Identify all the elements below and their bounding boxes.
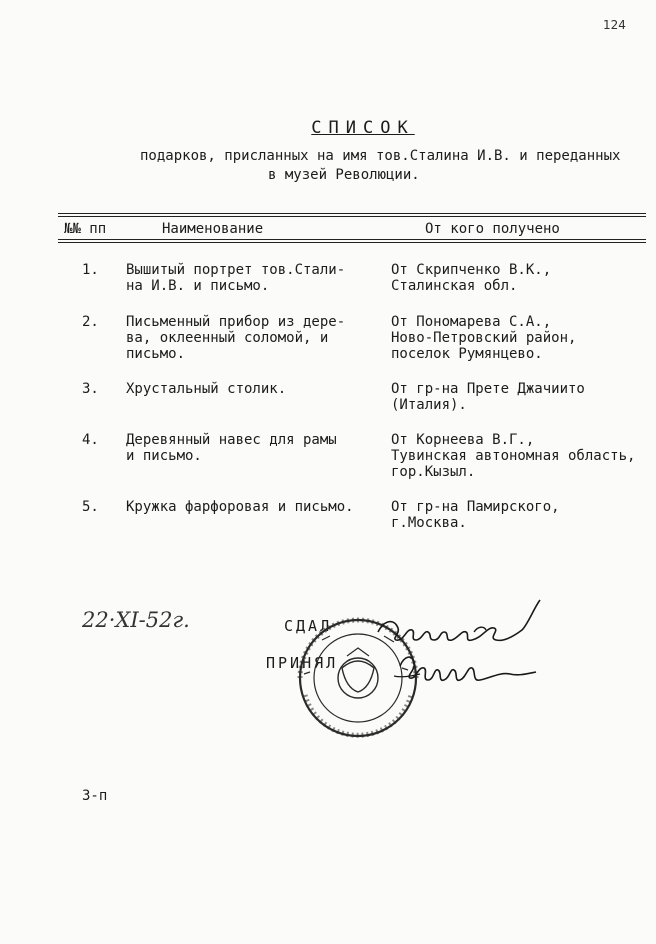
row-2-from-line-2: Ново-Петровский район, [391, 330, 577, 346]
row-4-name-line-2: и письмо. [126, 448, 202, 464]
row-2-from-line-3: поселок Румянцево. [391, 346, 543, 362]
row-3-from-line-1: От гр-на Прете Джачиито [391, 381, 585, 397]
row-5-name-line-1: Кружка фарфоровая и письмо. [126, 499, 354, 515]
row-2-from-line-1: От Пономарева С.А., [391, 314, 552, 330]
row-4-from-line-2: Тувинская автономная область, [391, 448, 636, 464]
row-4-from-line-1: От Корнеева В.Г., [391, 432, 535, 448]
signature-received [400, 657, 536, 680]
header-number: №№ пп [64, 221, 107, 237]
row-1-number: 1. [82, 262, 99, 278]
row-5-number: 5. [82, 499, 99, 515]
row-3-number: 3. [82, 381, 99, 397]
footer-code: 3-п [82, 788, 108, 804]
row-1-from-line-2: Сталинская обл. [391, 278, 518, 294]
row-2-number: 2. [82, 314, 99, 330]
header-from: От кого получено [425, 221, 560, 237]
subtitle-line-2: в музей Революции. [268, 167, 420, 183]
title-text: СПИСОК [311, 118, 415, 138]
row-3-from-line-2: (Италия). [391, 397, 467, 413]
header-name: Наименование [162, 221, 264, 237]
row-4-from-line-3: гор.Кызыл. [391, 464, 476, 480]
received-label: ПРИНЯЛ [266, 654, 339, 672]
row-2-name-line-2: ва, оклеенный соломой, и [126, 330, 329, 346]
signature-handed [378, 600, 540, 640]
row-5-from-line-2: г.Москва. [391, 515, 467, 531]
row-4-number: 4. [82, 432, 99, 448]
row-5-from-line-1: От гр-на Памирского, [391, 499, 560, 515]
row-1-name-line-2: на И.В. и письмо. [126, 278, 270, 294]
row-3-name-line-1: Хрустальный столик. [126, 381, 287, 397]
row-4-name-line-1: Деревянный навес для рамы [126, 432, 337, 448]
row-1-from-line-1: От Скрипченко В.К., [391, 262, 552, 278]
museum-seal [300, 620, 416, 736]
handwritten-date: 22·XI-52г. [82, 608, 190, 632]
row-2-name-line-1: Письменный прибор из дере- [126, 314, 346, 330]
handed-over-label: СДАЛ [284, 617, 333, 635]
archive-number: 124 [603, 18, 626, 32]
row-2-name-line-3: письмо. [126, 346, 186, 362]
row-1-name-line-1: Вышитый портрет тов.Стали- [126, 262, 346, 278]
subtitle-line-1: подарков, присланных на имя тов.Сталина И.В. и переданных [140, 148, 621, 164]
